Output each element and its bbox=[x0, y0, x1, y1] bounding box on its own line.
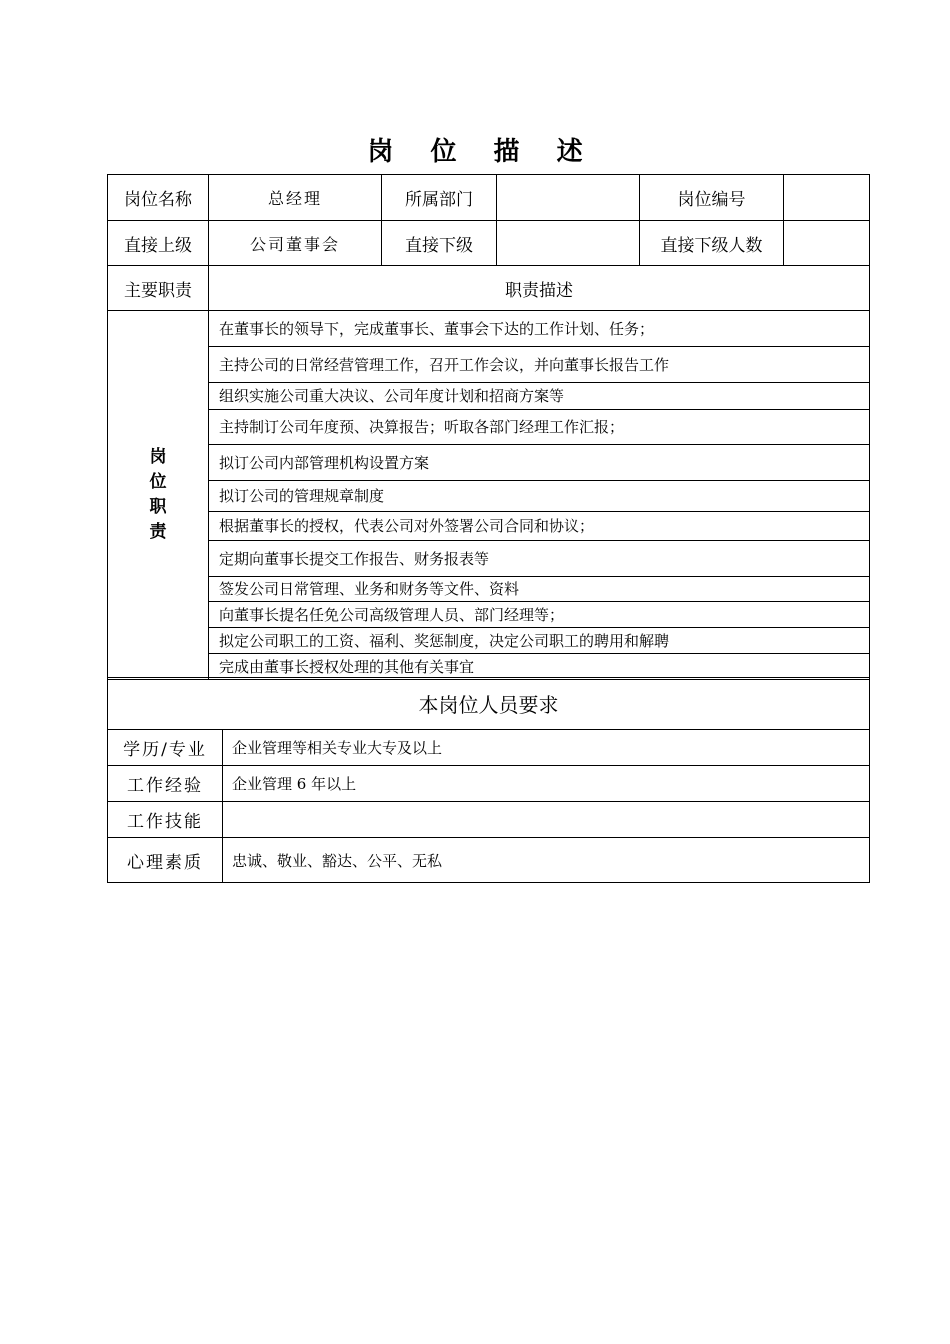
duties-side-label: 岗 位 职 责 bbox=[108, 311, 209, 680]
experience-label: 工作经验 bbox=[108, 766, 223, 802]
page-title: 岗 位 描 述 bbox=[367, 137, 597, 167]
position-code-value bbox=[784, 175, 870, 221]
education-value: 企业管理等相关专业大专及以上 bbox=[223, 730, 870, 766]
duty-item: 拟订公司内部管理机构设置方案 bbox=[209, 445, 870, 481]
position-name-value: 总经理 bbox=[209, 175, 382, 221]
duty-item: 拟定公司职工的工资、福利、奖惩制度，决定公司职工的聘用和解聘 bbox=[209, 628, 870, 654]
subordinate-count-label: 直接下级人数 bbox=[640, 221, 784, 266]
skills-value bbox=[223, 802, 870, 838]
psychological-quality-label: 心理素质 bbox=[108, 838, 223, 883]
duty-item: 组织实施公司重大决议、公司年度计划和招商方案等 bbox=[209, 383, 870, 410]
department-value bbox=[497, 175, 640, 221]
position-code-label: 岗位编号 bbox=[640, 175, 784, 221]
psychological-quality-value: 忠诚、敬业、豁达、公平、无私 bbox=[223, 838, 870, 883]
job-description-table bbox=[107, 174, 870, 680]
direct-subordinate-value bbox=[497, 221, 640, 266]
duty-item: 在董事长的领导下，完成董事长、董事会下达的工作计划、任务； bbox=[209, 311, 870, 347]
duty-item: 主持公司的日常经营管理工作，召开工作会议，并向董事长报告工作 bbox=[209, 347, 870, 383]
duty-description-header: 职责描述 bbox=[209, 266, 870, 311]
duty-item: 定期向董事长提交工作报告、财务报表等 bbox=[209, 541, 870, 577]
duty-item: 完成由董事长授权处理的其他有关事宜 bbox=[209, 654, 870, 680]
position-name-label: 岗位名称 bbox=[108, 175, 209, 221]
subordinate-count-value bbox=[784, 221, 870, 266]
skills-label: 工作技能 bbox=[108, 802, 223, 838]
department-label: 所属部门 bbox=[382, 175, 497, 221]
experience-value: 企业管理 6 年以上 bbox=[223, 766, 870, 802]
direct-superior-value: 公司董事会 bbox=[209, 221, 382, 266]
duty-item: 拟订公司的管理规章制度 bbox=[209, 481, 870, 512]
duty-item: 签发公司日常管理、业务和财务等文件、资料 bbox=[209, 577, 870, 602]
duty-item: 根据董事长的授权，代表公司对外签署公司合同和协议； bbox=[209, 512, 870, 541]
direct-superior-label: 直接上级 bbox=[108, 221, 209, 266]
duty-item: 主持制订公司年度预、决算报告；听取各部门经理工作汇报； bbox=[209, 410, 870, 445]
requirements-heading: 本岗位人员要求 bbox=[108, 678, 870, 730]
education-label: 学历/专业 bbox=[108, 730, 223, 766]
direct-subordinate-label: 直接下级 bbox=[382, 221, 497, 266]
main-duties-label: 主要职责 bbox=[108, 266, 209, 311]
requirements-table bbox=[107, 677, 870, 883]
duty-item: 向董事长提名任免公司高级管理人员、部门经理等； bbox=[209, 602, 870, 628]
